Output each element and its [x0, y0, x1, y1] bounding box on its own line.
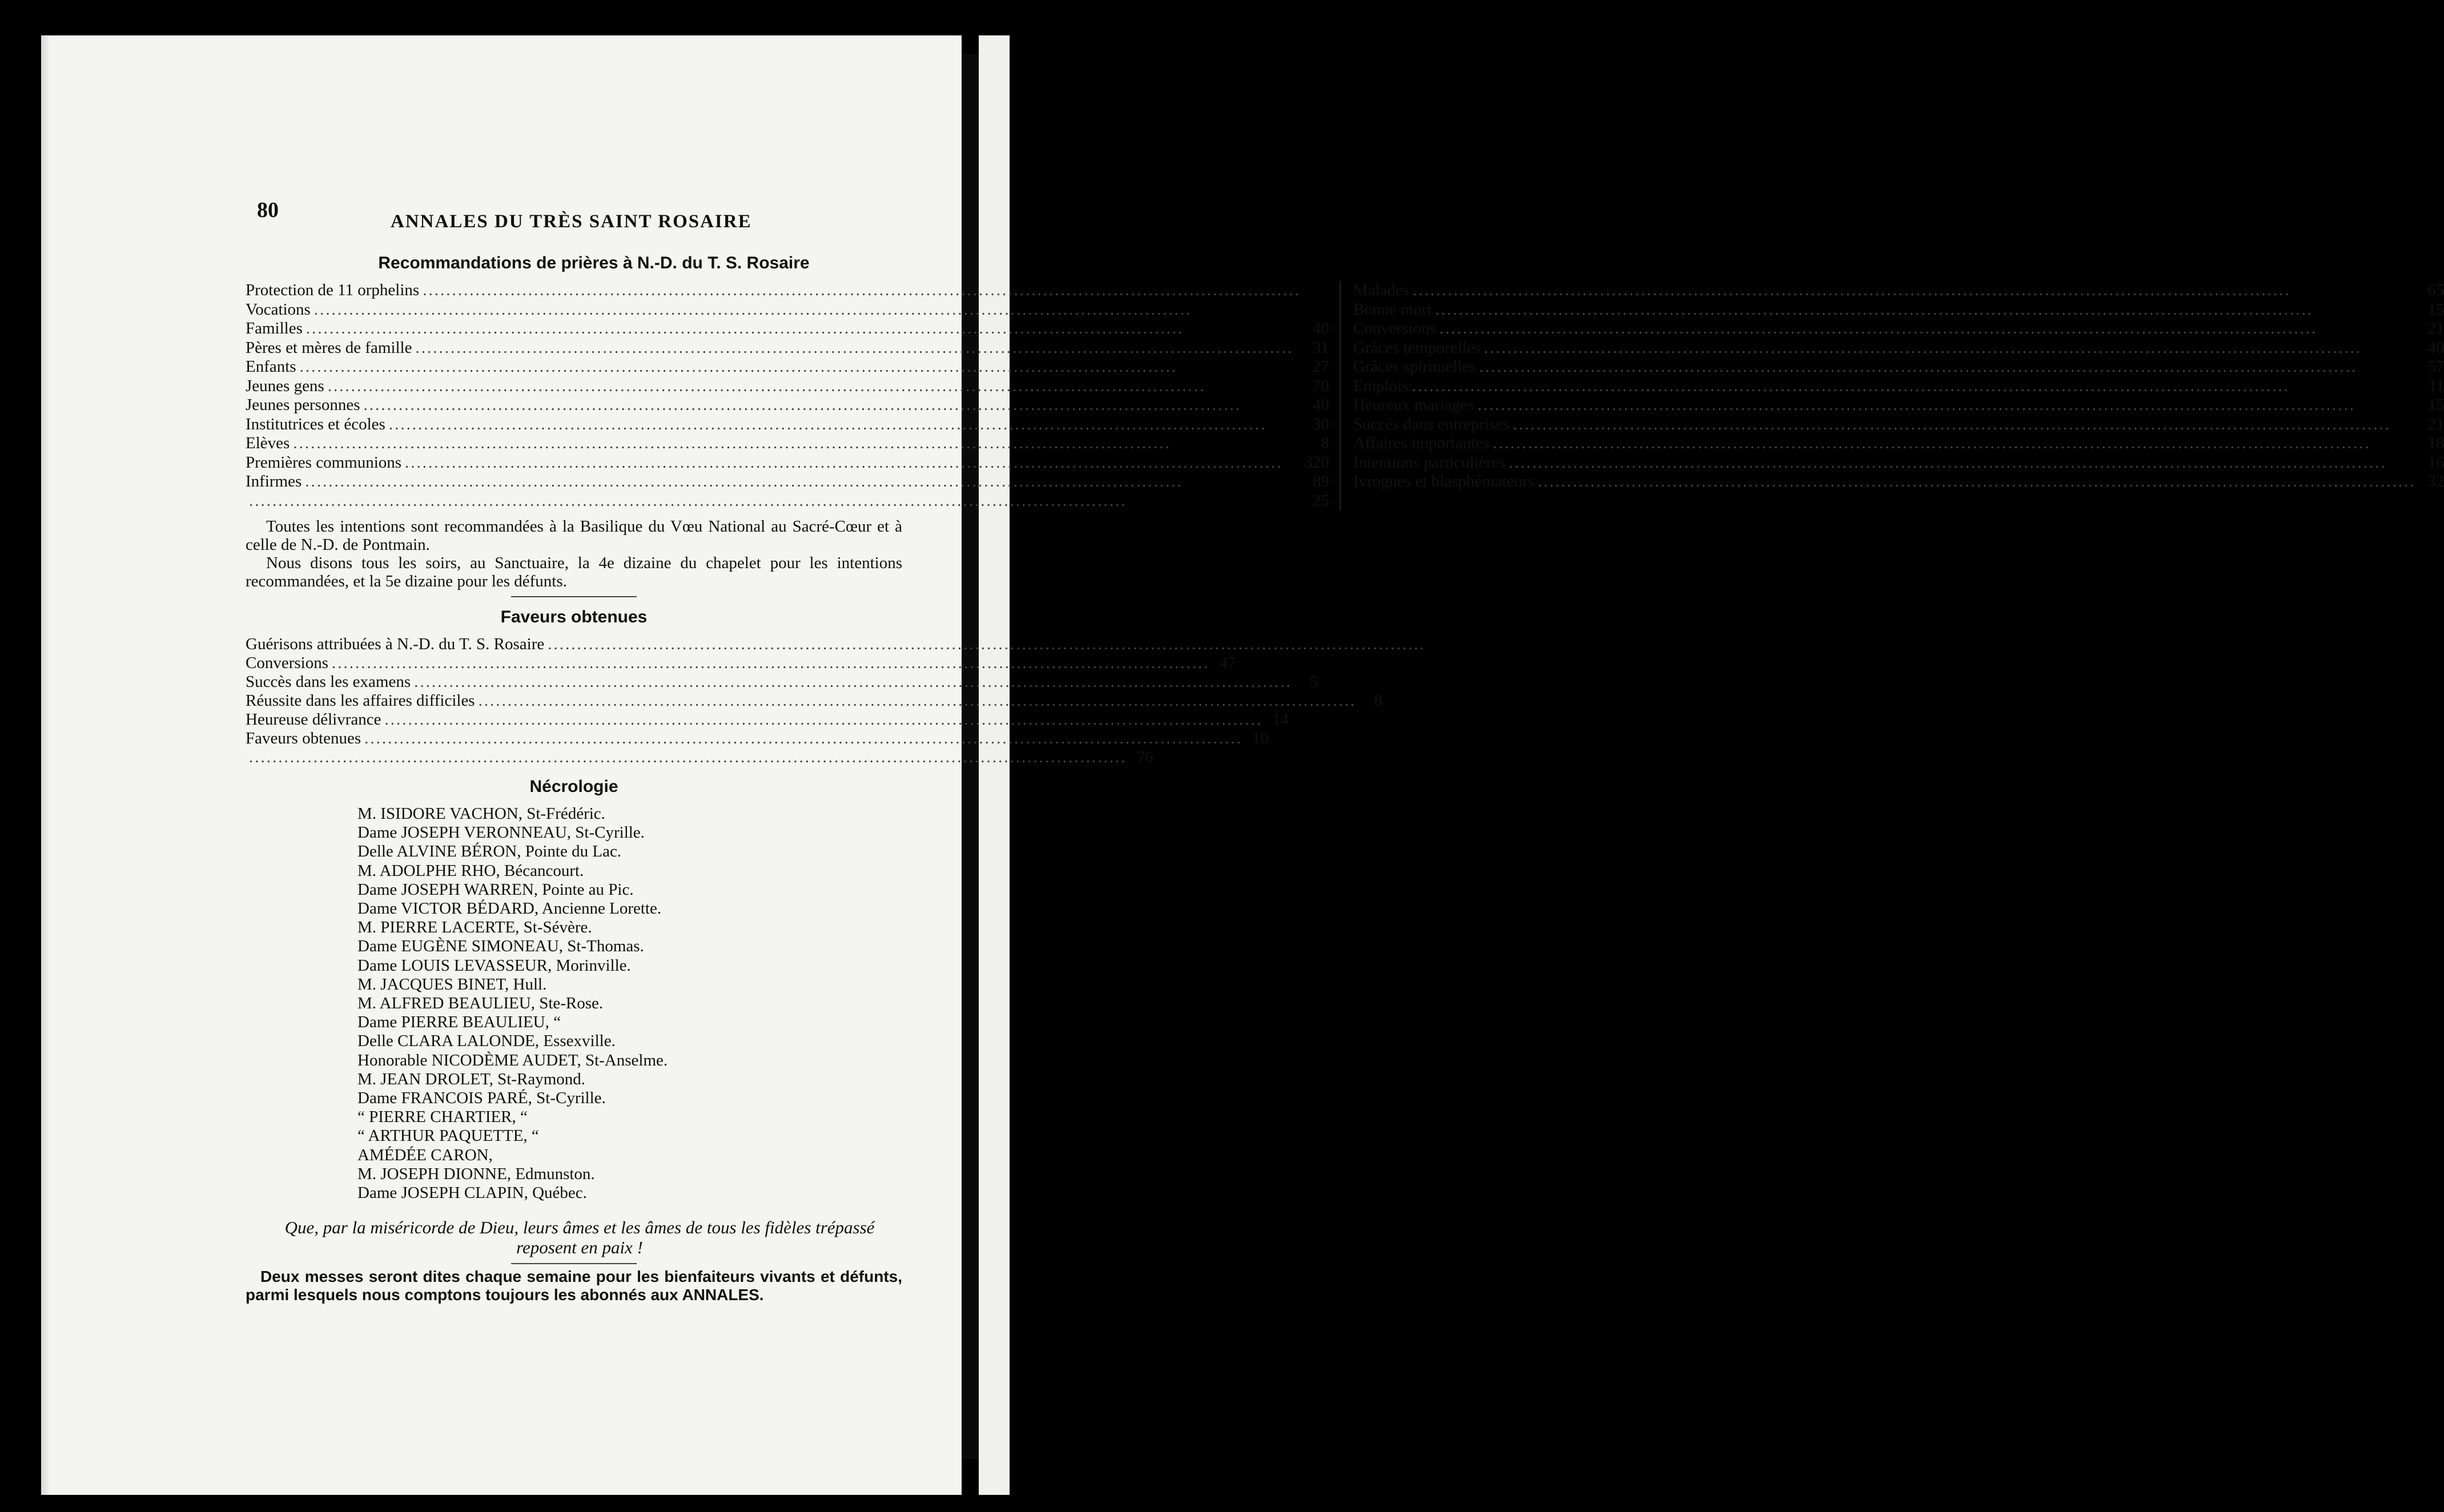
- item-count: 11: [2428, 376, 2444, 395]
- necrologie-entry: Delle CLARA LALONDE, Essexville.: [357, 1032, 616, 1051]
- item-label: Affaires importantes: [1353, 434, 1490, 452]
- necrologie-entry: Dame PIERRE BEAULIEU, “: [357, 1013, 561, 1032]
- leader-dots: [414, 673, 1292, 691]
- list-item: [246, 339, 1329, 358]
- recommandations-table: [246, 281, 2444, 510]
- necrologie-entry: M. PIERRE LACERTE, St-Sévère.: [357, 918, 592, 937]
- list-item: [1353, 319, 2444, 339]
- item-count: 21: [2427, 319, 2444, 337]
- leader-dots: [300, 357, 1301, 377]
- necrologie-entry: Delle ALVINE BÉRON, Pointe du Lac.: [357, 842, 622, 861]
- list-item: [246, 300, 1329, 320]
- item-count: 57: [2427, 357, 2444, 376]
- item-count: 8: [1374, 691, 1383, 710]
- divider: [511, 1263, 637, 1264]
- necrologie-entry: Dame VICTOR BÉDARD, Ancienne Lorette.: [357, 899, 662, 918]
- leader-dots: [1413, 281, 2416, 300]
- item-label: Emplois: [1353, 376, 1409, 395]
- page-content: [246, 198, 2444, 1304]
- item-count: 10: [1252, 729, 1269, 747]
- list-item: [1353, 472, 2444, 492]
- list-item: [1353, 434, 2444, 453]
- item-count: 40: [2427, 338, 2444, 357]
- item-count: 30: [1312, 415, 1329, 433]
- list-item: [246, 673, 1319, 691]
- leader-dots: [328, 377, 1301, 396]
- leader-dots: [385, 710, 1263, 729]
- item-count: 21: [2427, 415, 2444, 433]
- leader-dots: [1477, 396, 2415, 415]
- item-count: 89: [1312, 472, 1329, 490]
- item-label: Bonne mort: [1353, 300, 1432, 319]
- necrologie-entry: Dame JOSEPH VERONNEAU, St-Cyrille.: [357, 823, 645, 842]
- note-paragraph: Toutes les intentions sont recommandées à la Basilique du Vœu National au Sacré-Cœur et à celle de N.-D. de Pontmain.: [246, 517, 902, 554]
- necrologie-entry: Dame EUGÈNE SIMONEAU, St-Thomas.: [357, 937, 644, 956]
- item-label: Vocations: [246, 300, 311, 319]
- necrologie-entry: M. JACQUES BINET, Hull.: [357, 975, 547, 994]
- leader-dots: [1480, 357, 2416, 377]
- item-label: Pères et mères de famille: [246, 338, 412, 357]
- list-item: [246, 654, 1236, 673]
- list-item: [246, 472, 1329, 492]
- item-label: Institutrices et écoles: [246, 415, 385, 433]
- leader-dots: [1484, 339, 2416, 358]
- list-item: [1353, 415, 2444, 435]
- item-count: 15: [2427, 300, 2444, 319]
- necrologie-title: Nécrologie: [529, 777, 618, 796]
- item-label: Protection de 11 orphelins: [246, 281, 420, 299]
- item-label: Familles: [246, 319, 303, 337]
- item-count: 65: [2427, 281, 2444, 299]
- page-header: [246, 198, 902, 243]
- item-count: 70: [1312, 376, 1329, 395]
- list-item: [1353, 396, 2444, 415]
- leader-dots: [305, 472, 1300, 492]
- necrologie-entry: M. JEAN DROLET, St-Raymond.: [357, 1069, 586, 1088]
- item-label: Réussite dans les affaires difficiles: [246, 691, 475, 710]
- list-item: [246, 710, 1289, 729]
- necrologie-entry: M. ISIDORE VACHON, St-Frédéric.: [357, 805, 605, 823]
- item-count: 31: [1312, 338, 1329, 357]
- list-item: [246, 319, 1329, 339]
- item-count: 47: [1219, 654, 1236, 672]
- list-item: [1353, 281, 2444, 300]
- item-count: 27: [1312, 357, 1329, 376]
- item-label: Ivrognes et blasphémateurs: [1353, 472, 1534, 490]
- necrologie-entry: Dame JOSEPH CLAPIN, Québec.: [357, 1184, 587, 1203]
- recommandations-notes: [246, 517, 902, 590]
- leader-dots: [249, 492, 1301, 511]
- item-label: Malades: [1353, 281, 1409, 299]
- note-paragraph: Nous disons tous les soirs, au Sanctuaire, la 4e dizaine du chapelet pour les intentions recommandées, et la 5e dizaine pour les défunts.: [246, 554, 902, 590]
- list-item: [246, 434, 1329, 453]
- prayer-text: Que, par la miséricorde de Dieu, leurs âmes et les âmes de tous les fidèles trépassé reposent en paix !: [284, 1217, 875, 1258]
- leader-dots: [249, 748, 1127, 767]
- page-edge: [41, 35, 49, 1495]
- leader-dots: [1493, 434, 2415, 453]
- item-label: Premières communions: [246, 453, 402, 472]
- divider: [511, 596, 637, 597]
- necrologie-entry: Dame FRANCOIS PARÉ, St-Cyrille.: [357, 1089, 606, 1108]
- necrologie-entry: M. ADOLPHE RHO, Bécancourt.: [357, 861, 584, 880]
- item-count: 14: [1272, 710, 1289, 729]
- leader-dots: [1435, 300, 2415, 320]
- list-item: [246, 748, 1153, 767]
- page-number: 80: [257, 198, 279, 222]
- leader-dots: [1509, 453, 2415, 473]
- leader-dots: [1513, 415, 2416, 435]
- leader-dots: [423, 281, 1301, 300]
- leader-dots: [364, 396, 1301, 415]
- item-label: Infirmes: [246, 472, 302, 490]
- item-count: 18: [2427, 434, 2444, 452]
- item-count: 40: [1312, 319, 1329, 337]
- item-label: Jeunes gens: [246, 376, 324, 395]
- item-label: Grâces spirituelles: [1353, 357, 1476, 376]
- leader-dots: [332, 654, 1210, 673]
- closing-note: [246, 1268, 902, 1304]
- list-item: [1353, 357, 2444, 377]
- item-label: Intentions particulières: [1353, 453, 1506, 472]
- leader-dots: [405, 453, 1301, 473]
- recommandations-title: Recommandations de prières à N.-D. du T. S. Rosaire: [378, 254, 810, 272]
- leader-dots: [416, 339, 1301, 358]
- item-label: Enfants: [246, 357, 296, 376]
- item-label: Guérisons attribuées à N.-D. du T. S. Rosaire: [246, 635, 545, 653]
- list-item: [246, 357, 1329, 377]
- running-title: ANNALES DU TRÈS SAINT ROSAIRE: [391, 211, 752, 232]
- item-label: Heureux mariages: [1353, 396, 1474, 414]
- necrologie-list: [246, 805, 902, 1203]
- list-item: [246, 691, 1383, 710]
- item-label: Succès dans entreprises: [1353, 415, 1510, 433]
- closing-paragraph: Deux messes seront dites chaque semaine pour les bienfaiteurs vivants et défunts, parmi lesquels nous comptons toujours les abonnés aux ANNALES.: [246, 1268, 902, 1304]
- recommandations-right-column: [1340, 281, 2444, 510]
- necrologie-entry: AMÉDÉE CARON,: [357, 1145, 493, 1164]
- item-count: 16: [2427, 453, 2444, 472]
- necrologie-entry: Honorable NICODÈME AUDET, St-Anselme.: [357, 1051, 668, 1069]
- faveurs-title: Faveurs obtenues: [500, 608, 648, 626]
- item-label: Faveurs obtenues: [246, 729, 361, 747]
- item-count: 5: [1310, 673, 1319, 691]
- faveurs-list: [246, 635, 1383, 767]
- leader-dots: [1412, 377, 2415, 396]
- list-item: [246, 415, 1329, 435]
- item-label: Jeunes personnes: [246, 396, 360, 414]
- item-count: 32: [2427, 472, 2444, 490]
- necrologie-entry: Dame JOSEPH WARREN, Pointe au Pic.: [357, 880, 634, 899]
- leader-dots: [306, 319, 1301, 339]
- item-label: Conversions: [1353, 319, 1436, 337]
- item-label: Heureuse délivrance: [246, 710, 381, 729]
- leader-dots: [479, 691, 1357, 710]
- item-label: Conversions: [246, 654, 328, 672]
- list-item: [1353, 339, 2444, 358]
- list-item: [246, 396, 1329, 415]
- leader-dots: [364, 729, 1243, 748]
- list-item: [1353, 377, 2444, 396]
- necrologie-entry: M. ALFRED BEAULIEU, Ste-Rose.: [357, 994, 604, 1013]
- list-item: [1353, 300, 2444, 320]
- leader-dots: [293, 434, 1300, 453]
- item-count: 76: [1136, 748, 1153, 766]
- list-item: [246, 377, 1329, 396]
- leader-dots: [389, 415, 1301, 435]
- leader-dots: [1538, 472, 2416, 492]
- list-item: [246, 729, 1269, 748]
- item-count: 25: [1312, 491, 1329, 510]
- recommandations-left-column: [246, 281, 1340, 510]
- item-label: Grâces temporelles: [1353, 338, 1481, 357]
- leader-dots: [548, 635, 1426, 654]
- necrologie-entry: Dame LOUIS LEVASSEUR, Morinville.: [357, 956, 631, 975]
- list-item: [246, 492, 1329, 511]
- item-count: 15: [2427, 396, 2444, 414]
- necrologie-entry: M. JOSEPH DIONNE, Edmunston.: [357, 1164, 595, 1183]
- list-item: [246, 281, 1329, 300]
- item-count: 320: [1304, 453, 1329, 472]
- list-item: [1353, 453, 2444, 473]
- item-label: Elèves: [246, 434, 290, 452]
- leader-dots: [314, 300, 1301, 320]
- leader-dots: [1440, 319, 2416, 339]
- list-item: [246, 453, 1329, 473]
- necrologie-entry: “ ARTHUR PAQUETTE, “: [357, 1127, 539, 1145]
- necrologie-entry: “ PIERRE CHARTIER, “: [357, 1108, 528, 1127]
- item-count: 40: [1312, 396, 1329, 414]
- item-label: Succès dans les examens: [246, 673, 411, 691]
- item-count: 8: [1321, 434, 1329, 452]
- list-item: [246, 635, 891, 654]
